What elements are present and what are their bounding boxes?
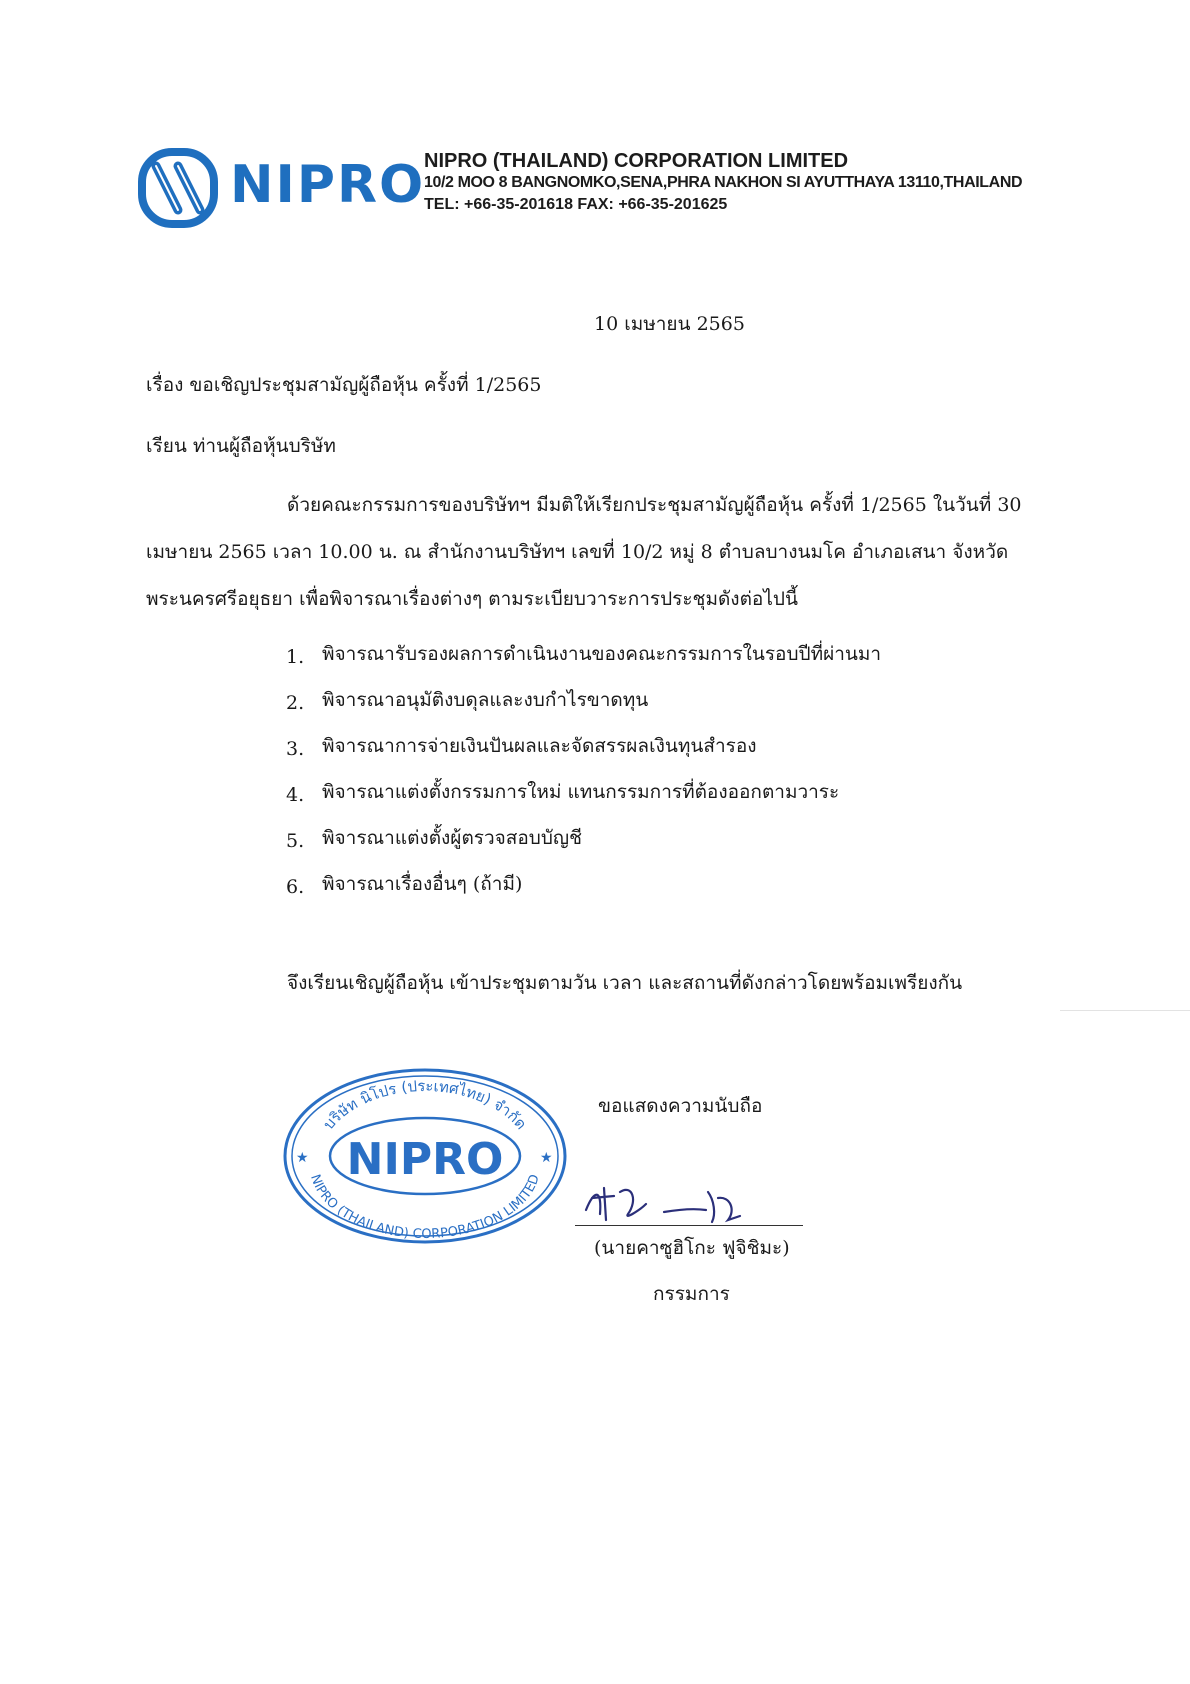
agenda-number: 5. bbox=[286, 830, 305, 852]
company-name: NIPRO (THAILAND) CORPORATION LIMITED bbox=[424, 150, 849, 172]
agenda-number: 2. bbox=[286, 692, 305, 714]
nipro-logo-icon bbox=[138, 148, 218, 228]
company-seal bbox=[280, 1066, 570, 1246]
body-line: พระนครศรีอยุธยา เพื่อพิจารณาเรื่องต่างๆ ตามระเบียบวาระการประชุมดังต่อไปนี้ bbox=[146, 588, 798, 610]
company-address: 10/2 MOO 8 BANGNOMKO,SENA,PHRA NAKHON SI AYUTTHAYA 13110,THAILAND bbox=[424, 174, 1023, 191]
svg-text:บริษัท นิโปร (ประเทศไทย) จำกัด bbox=[320, 1077, 531, 1133]
signatory-title: กรรมการ bbox=[653, 1283, 730, 1305]
seal-star-icon: ★ bbox=[296, 1150, 309, 1166]
handwritten-signature bbox=[580, 1170, 780, 1230]
seal-star-icon: ★ bbox=[540, 1150, 553, 1166]
signature-line bbox=[575, 1225, 803, 1226]
agenda-item: พิจารณารับรองผลการดำเนินงานของคณะกรรมการในรอบปีที่ผ่านมา bbox=[322, 643, 882, 665]
seal-bottom-text: NIPRO (THAILAND) CORPORATION LIMITED bbox=[307, 1172, 543, 1243]
signatory-name: (นายคาซูฮิโกะ ฟูจิชิมะ) bbox=[594, 1237, 790, 1259]
letter-date: 10 เมษายน 2565 bbox=[594, 313, 745, 335]
agenda-item: พิจารณาการจ่ายเงินปันผลและจัดสรรผลเงินทุนสำรอง bbox=[322, 735, 757, 757]
agenda-number: 3. bbox=[286, 738, 305, 760]
agenda-item: พิจารณาแต่งตั้งกรรมการใหม่ แทนกรรมการที่ต้องออกตามวาระ bbox=[322, 781, 840, 803]
agenda-item: พิจารณาเรื่องอื่นๆ (ถ้ามี) bbox=[322, 873, 523, 895]
agenda-number: 6. bbox=[286, 876, 305, 898]
seal-center-text: NIPRO bbox=[346, 1134, 504, 1185]
letter-subject: เรื่อง ขอเชิญประชุมสามัญผู้ถือหุ้น ครั้งที่ 1/2565 bbox=[146, 374, 542, 396]
closing-regards: ขอแสดงความนับถือ bbox=[598, 1095, 763, 1117]
company-contact: TEL: +66-35-201618 FAX: +66-35-201625 bbox=[424, 196, 728, 213]
agenda-number: 4. bbox=[286, 784, 305, 806]
scan-edge-mark bbox=[1060, 1010, 1190, 1011]
letter-salutation: เรียน ท่านผู้ถือหุ้นบริษัท bbox=[146, 435, 336, 457]
body-line: เมษายน 2565 เวลา 10.00 น. ณ สำนักงานบริษัทฯ เลขที่ 10/2 หมู่ 8 ตำบลบางนมโค อำเภอเสนา จังหวัด bbox=[146, 541, 1009, 563]
agenda-item: พิจารณาอนุมัติงบดุลและงบกำไรขาดทุน bbox=[322, 689, 649, 711]
agenda-number: 1. bbox=[286, 646, 305, 668]
seal-top-text: บริษัท นิโปร (ประเทศไทย) จำกัด bbox=[319, 1076, 531, 1134]
logo-wordmark: NIPRO bbox=[230, 155, 426, 215]
closing-paragraph: จึงเรียนเชิญผู้ถือหุ้น เข้าประชุมตามวัน เวลา และสถานที่ดังกล่าวโดยพร้อมเพรียงกัน bbox=[287, 972, 963, 994]
agenda-item: พิจารณาแต่งตั้งผู้ตรวจสอบบัญชี bbox=[322, 827, 582, 849]
body-line: ด้วยคณะกรรมการของบริษัทฯ มีมติให้เรียกประชุมสามัญผู้ถือหุ้น ครั้งที่ 1/2565 ในวันที่ 30 bbox=[287, 494, 1022, 516]
